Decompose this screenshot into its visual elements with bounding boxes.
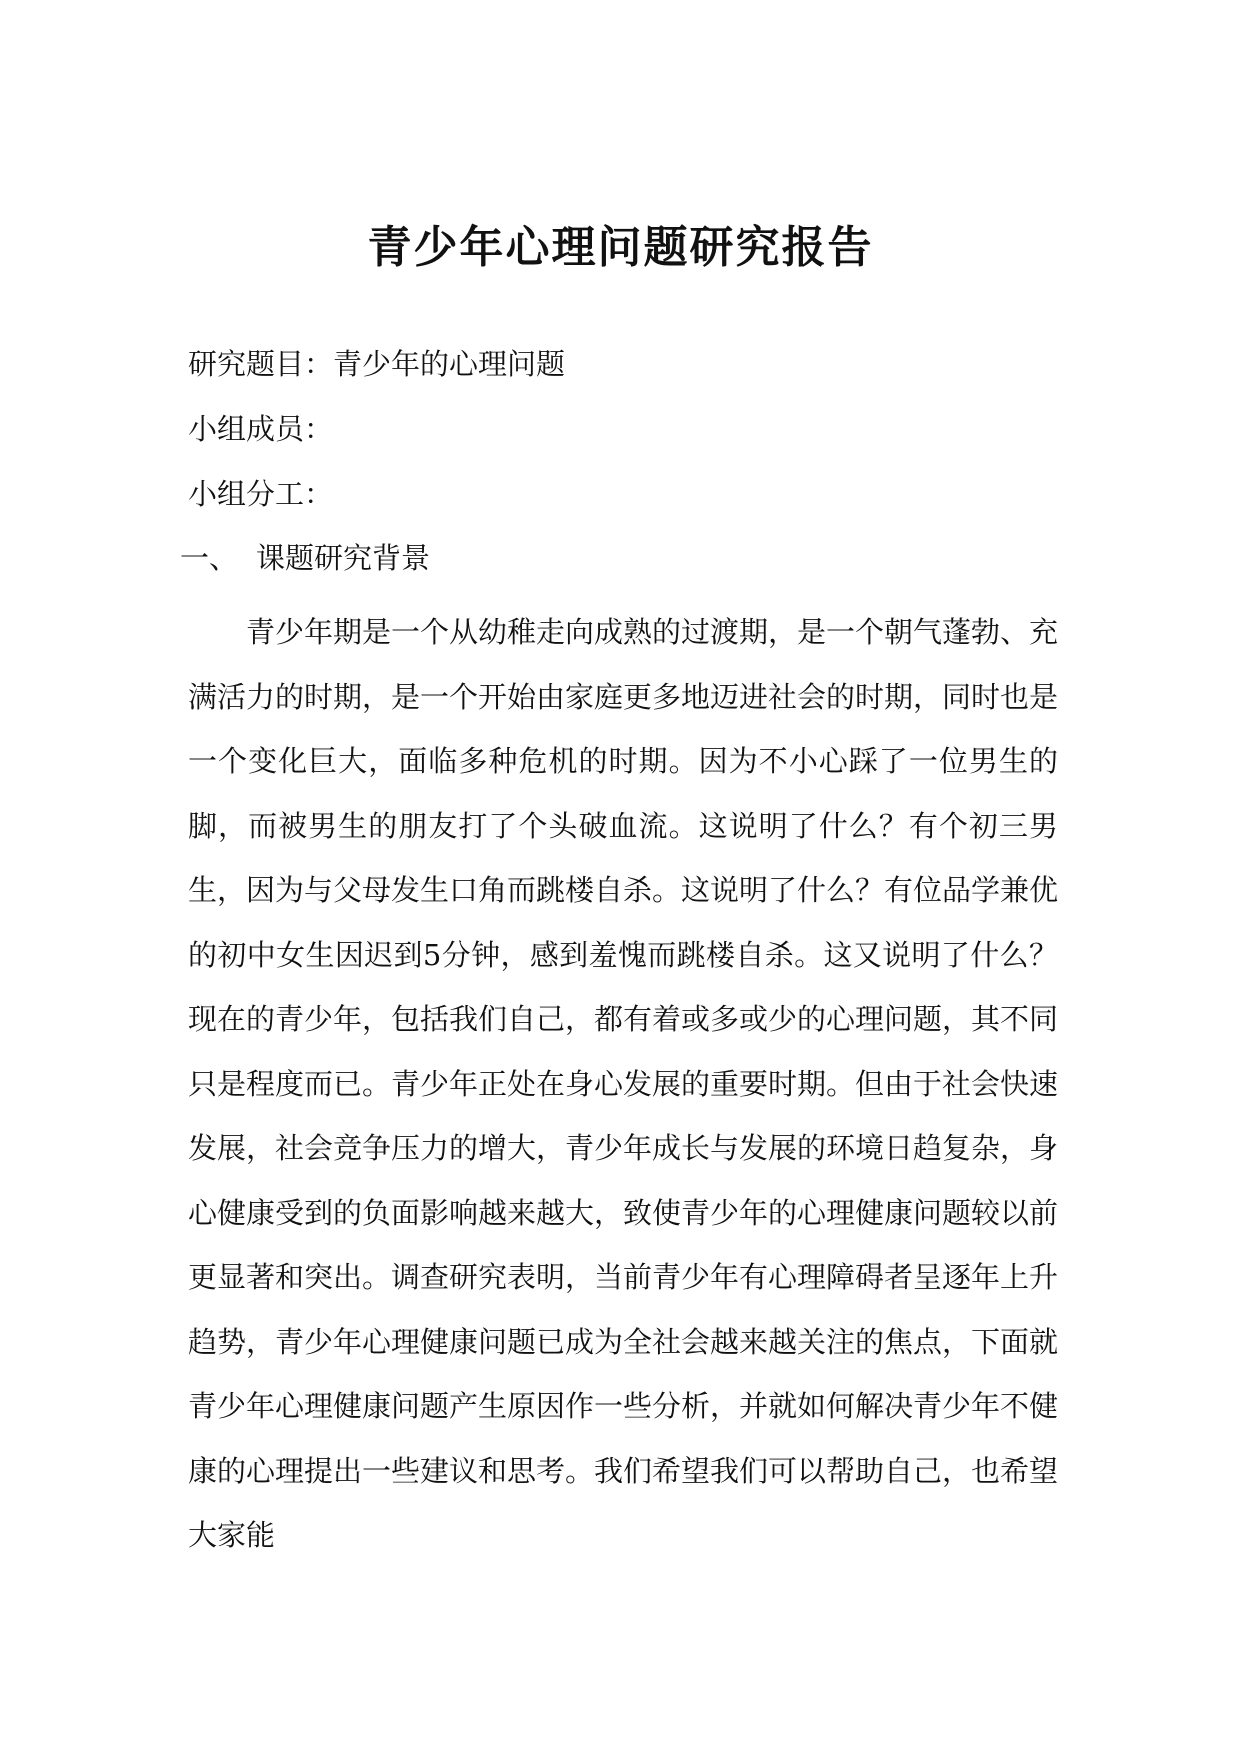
background-paragraph: 青少年期是一个从幼稚走向成熟的过渡期，是一个朝气蓬勃、充满活力的时期，是一个开始由家庭更多地迈进社会的时期，同时也是一个变化巨大，面临多种危机的时期。因为不小心踩了一位男生的脚，而被男生的朋友打了个头破血流。这说明了什么？有个初三男生，因为与父母发生口角而跳楼自杀。这说明了什么？有位品学兼优的初中女生因迟到5分钟，感到羞愧而跳楼自杀。这又说明了什么？现在的青少年，包括我们自己，都有着或多或少的心理问题，其不同只是程度而已。青少年正处在身心发展的重要时期。但由于社会快速发展，社会竞争压力的增大，青少年成长与发展的环境日趋复杂，身心健康受到的负面影响越来越大，致使青少年的心理健康问题较以前更显著和突出。调查研究表明，当前青少年有心理障碍者呈逐年上升趋势，青少年心理健康问题已成为全社会越来越关注的焦点，下面就青少年心理健康问题产生原因作一些分析，并就如何解决青少年不健康的心理提出一些建议和思考。我们希望我们可以帮助自己，也希望大家能 (188, 615, 1059, 1552)
section-number: 一、 (180, 541, 239, 575)
document-title: 青少年心理问题研究报告 (367, 222, 874, 273)
section-heading (180, 538, 430, 578)
section-heading-text: 课题研究背景 (256, 541, 431, 575)
group-members-line: 小组成员： (188, 412, 334, 446)
research-topic-line: 研究题目：青少年的心理问题 (188, 347, 566, 381)
group-division-line: 小组分工： (188, 477, 334, 511)
